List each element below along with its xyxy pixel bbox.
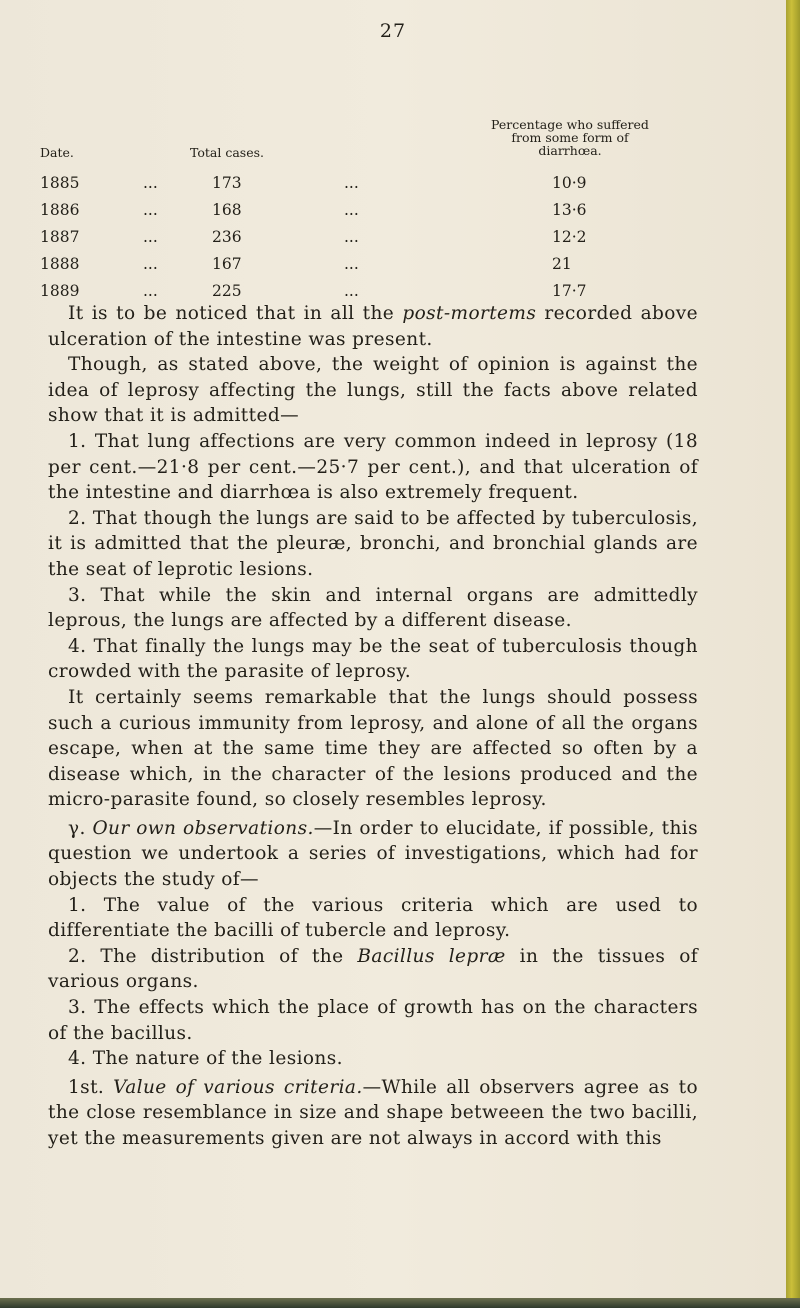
- list-item: 1. The value of the various criteria which are used to differentiate the bacilli of tubercle and leprosy.: [48, 894, 698, 942]
- cell-percentage: 10·9: [552, 174, 587, 192]
- italic-term: Bacillus lepræ: [357, 945, 506, 967]
- section-title: Our own observations.: [92, 817, 314, 839]
- scan-border: [0, 1298, 800, 1308]
- paragraph: Though, as stated above, the weight of opinion is against the idea of leprosy affecting the lungs, still the facts above related show that it is admitted—: [48, 354, 698, 427]
- list-item: 2. That though the lungs are said to be affected by tuberculosis, it is admitted that the pleuræ, bronchi, and bronchial glands are the seat of leprotic lesions.: [48, 507, 698, 580]
- list-item: 3. The effects which the place of growth has on the characters of the bacillus.: [48, 997, 698, 1044]
- header-line: from some form of: [511, 130, 629, 145]
- cell-percentage: 12·2: [552, 228, 587, 246]
- cell-total: 173: [212, 174, 242, 192]
- column-header-percentage: [470, 118, 670, 157]
- cell-year: 1885: [40, 174, 80, 192]
- leader-dots: ...: [344, 282, 359, 300]
- leader-dots: ...: [344, 174, 359, 192]
- section-label: γ.: [68, 817, 86, 839]
- paragraph: 1st. Value of various criteria.—While all observers agree as to the close resemblance in size and shape betweeen the two bacilli, yet the measurements given are not always in accord with this: [48, 1076, 698, 1149]
- cell-percentage: 21: [552, 255, 572, 273]
- cell-year: 1888: [40, 255, 80, 273]
- table-row: [0, 282, 786, 302]
- leader-dots: ...: [143, 228, 158, 246]
- leader-dots: ...: [344, 255, 359, 273]
- body-text: [48, 301, 698, 1152]
- table-row: [0, 228, 786, 248]
- italic-term: post-mortems: [402, 303, 537, 324]
- cell-total: 236: [212, 228, 242, 246]
- leader-dots: ...: [344, 228, 359, 246]
- cell-year: 1886: [40, 201, 80, 219]
- cell-total: 168: [212, 201, 242, 219]
- list-item: 4. That finally the lungs may be the seat of tuberculosis though crowded with the parasite of leprosy.: [48, 635, 698, 683]
- table-row: [0, 174, 786, 194]
- cell-total: 167: [212, 255, 242, 273]
- cell-total: 225: [212, 282, 242, 300]
- paragraph: It certainly seems remarkable that the lungs should possess such a curious immunity from leprosy, and alone of all the organs escape, when at the same time they are affected so often by a disease which, in the character of the lesions produced and the micro-parasite found, so closely resembles leprosy.: [48, 686, 698, 811]
- cell-year: 1889: [40, 282, 80, 300]
- cell-percentage: 13·6: [552, 201, 587, 219]
- section-heading-paragraph: γ. Our own observations.—In order to elucidate, if possible, this question we undertook a series of investigations, which had for objects the study of—: [48, 817, 699, 891]
- cell-percentage: 17·7: [552, 282, 587, 300]
- list-item: 3. That while the skin and internal organs are admittedly leprous, the lungs are affected by a different disease.: [48, 584, 698, 632]
- list-item: 4. The nature of the lesions.: [68, 1048, 343, 1070]
- leader-dots: ...: [143, 282, 158, 300]
- cell-year: 1887: [40, 228, 80, 246]
- list-item: 2. The distribution of the Bacillus lepræ in the tissues of various organs.: [48, 945, 698, 993]
- leader-dots: ...: [143, 255, 158, 273]
- paragraph: It is to be noticed that in all the post-mortems recorded above ulceration of the intestine was present.: [48, 303, 698, 350]
- italic-term: Value of various criteria.: [113, 1076, 363, 1098]
- page-number: 27: [379, 20, 407, 42]
- list-item: 1. That lung affections are very common indeed in leprosy (18 per cent.—21·8 per cent.—25·7 per cent.), and that ulceration of the intestine and diarrhœa is also extremely frequent.: [48, 430, 698, 504]
- column-header-date: Date.: [40, 145, 74, 160]
- table-row: [0, 201, 786, 221]
- header-line: diarrhœa.: [538, 143, 602, 158]
- header-line: Percentage who suffered: [491, 117, 649, 132]
- column-header-total-cases: Total cases.: [190, 145, 264, 160]
- book-edge: [786, 0, 800, 1308]
- leader-dots: ...: [344, 201, 359, 219]
- leader-dots: ...: [143, 174, 158, 192]
- leader-dots: ...: [143, 201, 158, 219]
- table-row: [0, 255, 786, 275]
